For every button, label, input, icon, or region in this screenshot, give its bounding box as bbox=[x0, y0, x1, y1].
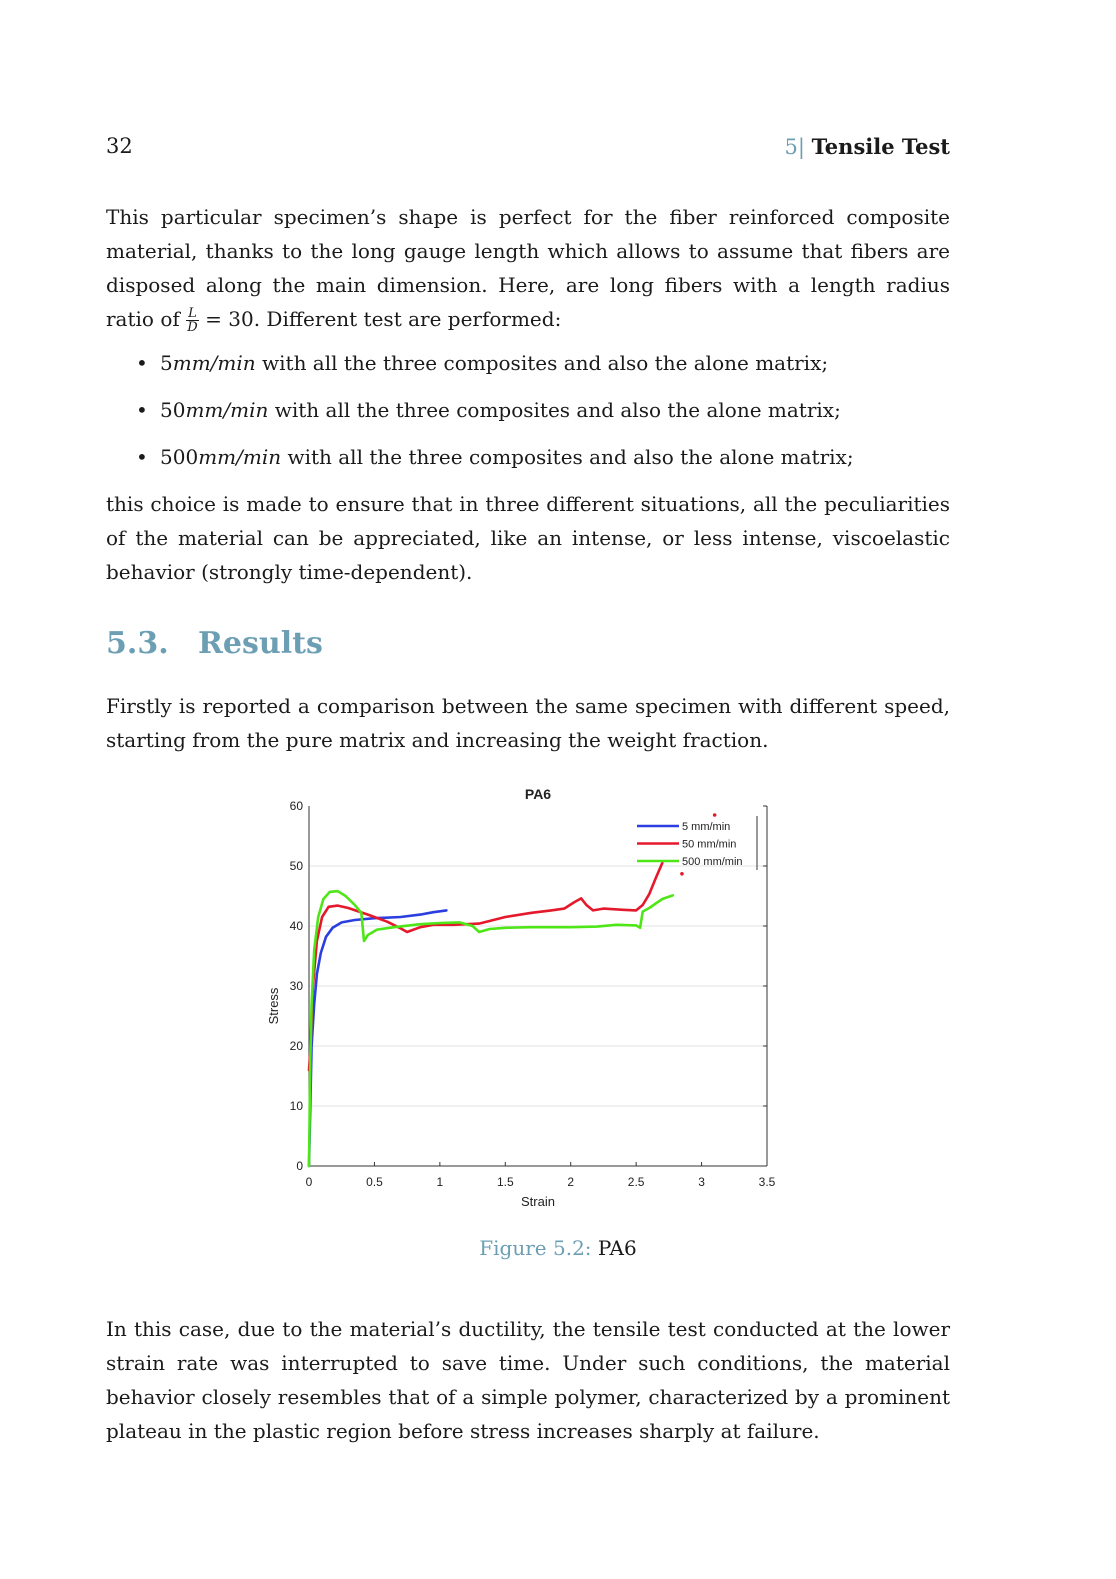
y-tick-label: 20 bbox=[289, 1039, 303, 1053]
y-tick-label: 40 bbox=[289, 919, 303, 933]
chapter-heading bbox=[784, 134, 950, 159]
running-head bbox=[106, 134, 950, 159]
series-line-50-mm-min bbox=[309, 863, 662, 1070]
x-tick-label: 1 bbox=[436, 1175, 444, 1189]
series-line-500-mm-min bbox=[309, 891, 673, 1166]
test-rate-list bbox=[136, 346, 950, 487]
y-axis-label: Stress bbox=[266, 987, 281, 1025]
figure-label: Figure 5.2: bbox=[479, 1236, 592, 1260]
list-item: • 50mm/min with all the three composites and also the alone matrix; bbox=[136, 393, 950, 440]
figure-caption bbox=[0, 1236, 1116, 1260]
legend-label: 500 mm/min bbox=[682, 856, 743, 868]
paragraph-results-intro: Firstly is reported a comparison between the same specimen with different speed, starting from the pure matrix and increasing the weight fraction. bbox=[106, 694, 950, 752]
y-tick-label: 60 bbox=[289, 799, 303, 813]
chapter-title: Tensile Test bbox=[811, 134, 950, 159]
x-tick-label: 3.5 bbox=[758, 1175, 776, 1189]
series-marker bbox=[713, 813, 717, 817]
stress-strain-chart bbox=[256, 780, 796, 1220]
section-number: 5.3. bbox=[106, 626, 169, 661]
paragraph-choice: this choice is made to ensure that in three different situations, all the peculiarities of the material can be appreciated, like an intense, or less intense, viscoelastic behavior (strongly time-dependent). bbox=[106, 492, 950, 584]
x-tick-label: 2 bbox=[567, 1175, 575, 1189]
x-axis-label: Strain bbox=[521, 1194, 555, 1209]
fraction-l-over-d: $\frac{L}{D}$ bbox=[187, 306, 198, 335]
x-tick-label: 0 bbox=[305, 1175, 313, 1189]
y-tick-label: 0 bbox=[296, 1159, 303, 1173]
paragraph-specimen: This particular specimen’s shape is perfect for the fiber reinforced composite material, thanks to the long gauge length which allows to assume that fibers are disposed along the main dimension. Here, are long fibers with a length radius ratio of $\frac{L}{D}$ = 30. Different test are performed: bbox=[106, 205, 950, 335]
y-tick-label: 50 bbox=[289, 859, 303, 873]
chapter-separator: | bbox=[797, 135, 805, 159]
section-heading bbox=[106, 626, 323, 661]
section-title: Results bbox=[198, 626, 323, 661]
chart-title: PA6 bbox=[524, 786, 552, 802]
page-number: 32 bbox=[106, 134, 133, 158]
x-tick-label: 2.5 bbox=[627, 1175, 645, 1189]
x-tick-label: 3 bbox=[698, 1175, 705, 1189]
figure-caption-text: PA6 bbox=[597, 1236, 637, 1260]
legend-label: 50 mm/min bbox=[682, 838, 737, 851]
list-item: • 5mm/min with all the three composites and also the alone matrix; bbox=[136, 346, 950, 393]
list-item: • 500mm/min with all the three composites and also the alone matrix; bbox=[136, 440, 950, 487]
x-tick-label: 0.5 bbox=[366, 1175, 383, 1189]
y-tick-label: 10 bbox=[289, 1099, 303, 1113]
paragraph-discussion: In this case, due to the material’s ductility, the tensile test conducted at the lower strain rate was interrupted to save time. Under such conditions, the material behavior closely resembles that of a simple polymer, characterized by a prominent plateau in the plastic region before stress increases sharply at failure. bbox=[106, 1317, 950, 1443]
series-marker bbox=[680, 872, 684, 876]
legend-label: 5 mm/min bbox=[682, 821, 731, 833]
x-tick-label: 1.5 bbox=[496, 1175, 514, 1189]
chapter-number: 5 bbox=[784, 135, 798, 159]
y-tick-label: 30 bbox=[289, 979, 303, 993]
series-line-5-mm-min bbox=[309, 910, 446, 1166]
